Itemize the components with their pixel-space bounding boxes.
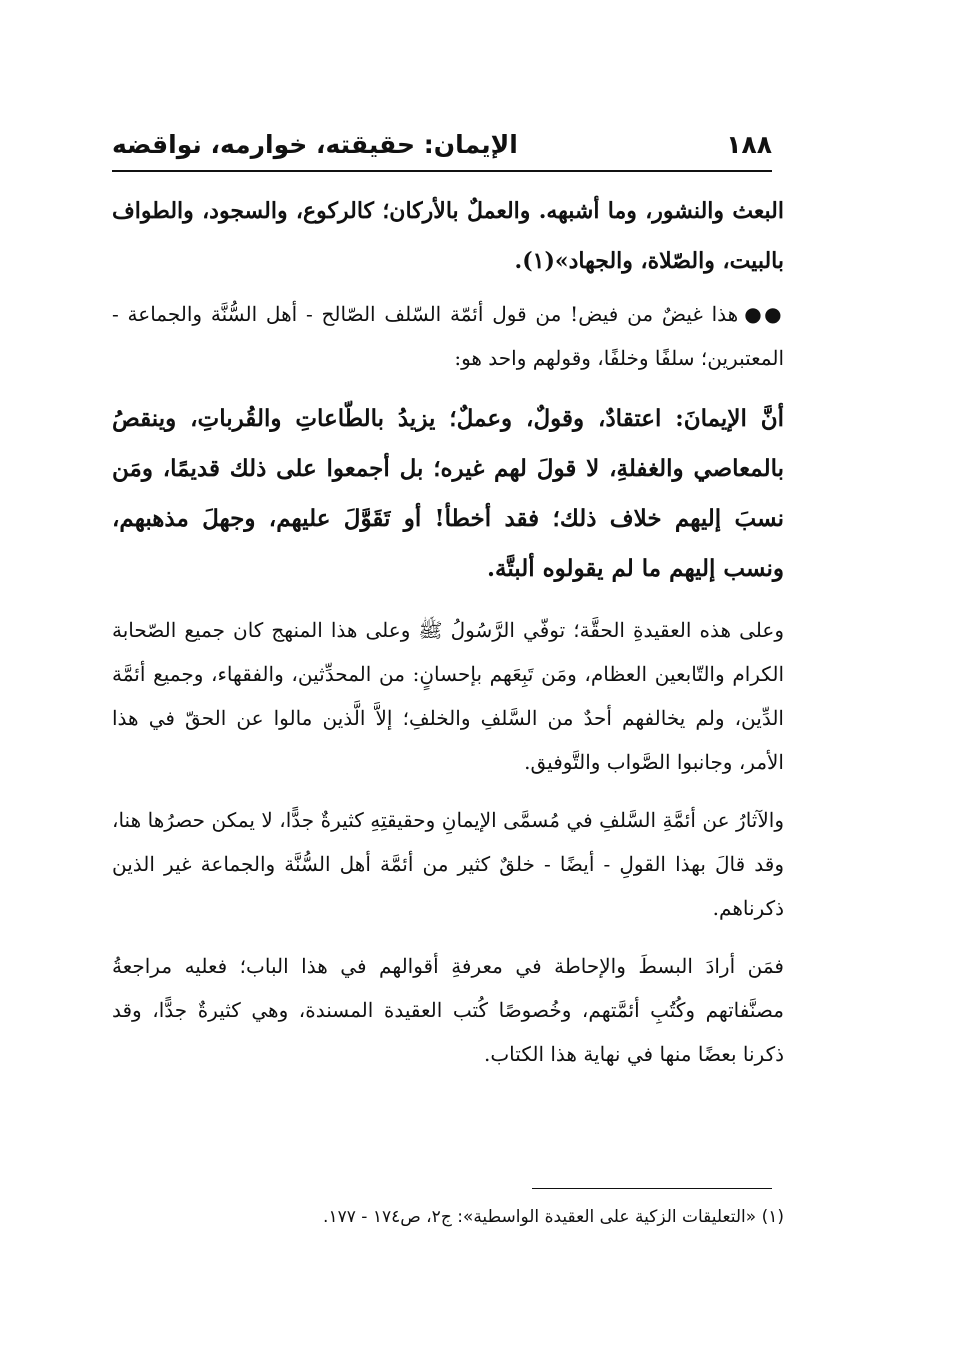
page-number: ١٨٨: [726, 130, 772, 159]
paragraph-further-reading: فمَن أرادَ البسطَ والإحاطة في معرفةِ أقوالهم في هذا الباب؛ فعليه مراجعةُ مصنَّفاتهم وكُتُبِ أئمَّتهم، وخُصوصًا كُتب العقيدة المسندة، وهي كثيرةٌ جدًّا، وقد ذكرنا بعضًا منها في نهاية هذا الكتاب.: [112, 954, 784, 1066]
header-divider: [112, 170, 772, 172]
main-text: [112, 186, 784, 1090]
footnote-divider: [532, 1188, 772, 1189]
footnote: (١) «التعليقات الزكية على العقيدة الواسطية»: ج٢، ص١٧٤ - ١٧٧.: [323, 1207, 784, 1227]
bullet-marker: ●●: [744, 302, 784, 326]
paragraph-companions: وعلى هذه العقيدةِ الحقَّة؛ توفّي الرَّسُولُ ﷺ وعلى هذا المنهج كان جميع الصّحابة الكرام والتّابعين العظام، ومَن تَبِعَهم بإحسانٍ: من المحدِّثين، والفقهاء، وجميع أئمَّة الدِّين، ولم يخالفهم أحدٌ من السَّلفِ والخلفِ؛ إلاَّ الَّذين مالوا عن الحقّ في هذا الأمر، وجانبوا الصَّواب والتَّوفيق.: [112, 618, 784, 774]
paragraph-quote-end: البعث والنشور، وما أشبهه. والعملٌ بالأركان؛ كالركوع، والسجود، والطواف بالبيت، والصّلاة، والجهاد»(١).: [112, 198, 784, 274]
paragraph-salaf-text: هذا غيضٌ من فيض! من قول أئمّة السّلف الصّالح - أهل السُّنَّة والجماعة - المعتبرين؛ سلفًا وخلفًا، وقولهم واحد هو:: [112, 302, 784, 370]
running-title: الإيمان: حقيقته، خوارمه، نواقضه: [112, 130, 518, 159]
page-header: [112, 128, 772, 164]
paragraph-definition-of-iman: أنَّ الإيمانَ: اعتقادٌ، وقولٌ، وعملٌ؛ يزيدُ بالطّاعاتِ والقُرباتِ، وينقصُ بالمعاصي والغفلةِ، لا قولَ لهم غيره؛ بل أجمعوا على ذلك قديمًا، ومَن نسبَ إليهم خلاف ذلك؛ فقد أخطأ! أو تَقَوَّلَ عليهم، وجهلَ مذهبهم، ونسب إليهم ما لم يقولوه ألبتَّة.: [112, 405, 784, 582]
paragraph-athar: والآثارُ عن أئمَّةِ السَّلفِ في مُسمَّى الإيمانِ وحقيقتِهِ كثيرةٌ جدًّا، لا يمكن حصرُها هنا، وقد قالَ بهذا القولِ - أيضًا - خلقٌ كثير من أئمَّة أهل السُّنَّة والجماعة غير الذين ذكرناهم.: [112, 808, 784, 920]
paragraph-salaf-statement: [112, 292, 784, 380]
